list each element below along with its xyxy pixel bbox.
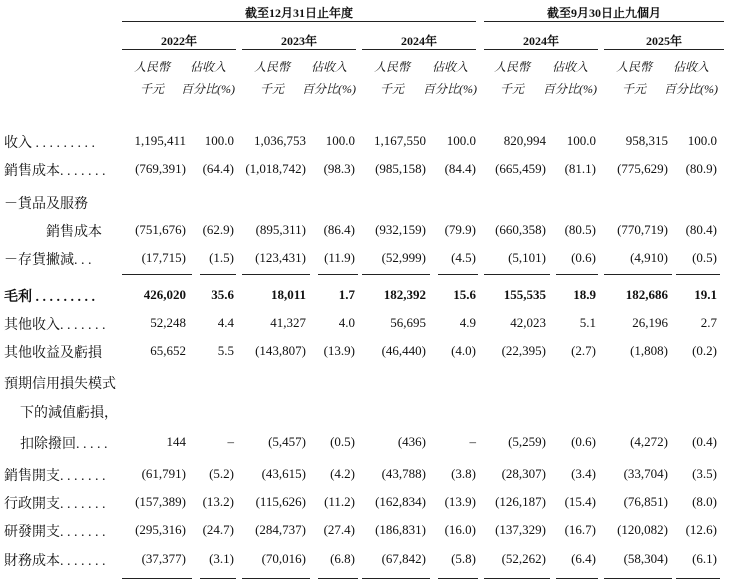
cell-percent: (6.8) [330, 551, 355, 566]
period-header-nine-months: 截至9月30日止九個月 [546, 6, 661, 20]
cell-percent: 35.6 [211, 287, 234, 302]
cell-percent: 100.0 [566, 133, 596, 148]
cell-percent: (3.5) [692, 466, 717, 481]
subheader-unit: 千元 [379, 82, 404, 96]
cell-percent: (15.4) [564, 494, 596, 509]
cell-amount: (52,262) [501, 551, 546, 566]
total-rule [556, 578, 598, 579]
cell-percent: (84.4) [444, 161, 476, 176]
subheader-unit: 千元 [259, 82, 284, 96]
total-rule [676, 578, 720, 579]
cell-amount: 1,195,411 [134, 133, 186, 148]
cell-amount: 56,695 [390, 315, 426, 330]
cell-percent: 4.0 [338, 315, 355, 330]
subheader-pct-of-revenue: 佔收入 [551, 60, 588, 74]
cell-amount: (769,391) [135, 161, 186, 176]
cell-amount: (5,457) [268, 434, 306, 449]
year-header: 2024年 [522, 34, 559, 48]
cell-amount: (665,459) [495, 161, 546, 176]
row-label: 銷售開支. . . . . . . [4, 469, 106, 484]
cell-amount: 426,020 [143, 287, 186, 302]
cell-amount: (143,807) [255, 343, 306, 358]
subheader-currency: 人民幣 [253, 60, 290, 74]
cell-amount: 182,686 [625, 287, 668, 302]
cell-amount: (76,851) [623, 494, 668, 509]
row-label: 扣除撥回. . . . . [20, 437, 108, 452]
row-label: 毛利 . . . . . . . . . [4, 290, 95, 305]
total-rule [318, 578, 358, 579]
cell-percent: (4.5) [451, 250, 476, 265]
total-rule [604, 274, 672, 275]
subheader-currency: 人民幣 [373, 60, 410, 74]
cell-amount: 42,023 [510, 315, 546, 330]
subheader-unit: 千元 [621, 82, 646, 96]
cell-amount: (4,272) [630, 434, 668, 449]
total-rule [242, 578, 310, 579]
year-header: 2025年 [645, 34, 682, 48]
cell-percent: (6.4) [571, 551, 596, 566]
row-label: 下的減值虧損， [20, 406, 118, 421]
cell-amount: (186,831) [375, 522, 426, 537]
subheader-pct-of-revenue: 佔收入 [189, 60, 226, 74]
total-rule [122, 578, 192, 579]
cell-percent: (24.7) [202, 522, 234, 537]
cell-amount: (284,737) [255, 522, 306, 537]
cell-amount: (1,018,742) [245, 161, 306, 176]
cell-percent: (11.2) [324, 494, 355, 509]
cell-percent: (4.0) [451, 343, 476, 358]
cell-percent: (13.2) [202, 494, 234, 509]
cell-amount: (137,329) [495, 522, 546, 537]
total-rule [318, 274, 358, 275]
cell-amount: (37,377) [141, 551, 186, 566]
year-rule [362, 49, 476, 50]
cell-percent: (16.0) [444, 522, 476, 537]
subheader-pct-of-revenue: 佔收入 [431, 60, 468, 74]
total-rule [604, 578, 672, 579]
total-rule [200, 274, 236, 275]
cell-amount: 26,196 [632, 315, 668, 330]
cell-percent: – [469, 434, 476, 449]
cell-amount: (162,834) [375, 494, 426, 509]
cell-amount: (61,791) [141, 466, 186, 481]
cell-amount: 1,036,753 [254, 133, 306, 148]
cell-amount: 820,994 [503, 133, 546, 148]
cell-amount: 182,392 [383, 287, 426, 302]
subheader-currency: 人民幣 [133, 60, 170, 74]
subheader-pct-unit: 百分比(%) [664, 82, 718, 96]
cell-percent: 5.1 [579, 315, 596, 330]
cell-percent: (62.9) [202, 222, 234, 237]
cell-percent: (11.9) [324, 250, 355, 265]
cell-percent: 2.7 [700, 315, 717, 330]
cell-amount: 52,248 [150, 315, 186, 330]
row-label: －存貨撇減. . . [4, 253, 92, 268]
cell-amount: 65,652 [150, 343, 186, 358]
total-rule [556, 274, 598, 275]
cell-amount: 1,167,550 [374, 133, 426, 148]
cell-percent: (0.6) [571, 250, 596, 265]
cell-amount: (295,316) [135, 522, 186, 537]
cell-percent: (16.7) [564, 522, 596, 537]
row-label: －貨品及服務 [4, 197, 88, 212]
total-rule [362, 274, 430, 275]
total-rule [484, 578, 550, 579]
row-label: 研發開支. . . . . . . [4, 525, 106, 540]
cell-percent: 1.7 [338, 287, 355, 302]
cell-percent: (80.9) [685, 161, 717, 176]
cell-amount: (1,808) [630, 343, 668, 358]
cell-percent: (86.4) [323, 222, 355, 237]
subheader-pct-of-revenue: 佔收入 [672, 60, 709, 74]
cell-percent: (79.9) [444, 222, 476, 237]
cell-amount: (33,704) [623, 466, 668, 481]
cell-percent: (3.1) [209, 551, 234, 566]
total-rule [676, 274, 720, 275]
year-rule [122, 49, 236, 50]
row-label: 銷售成本. . . . . . . [4, 164, 106, 179]
row-label: 其他收入. . . . . . . [4, 318, 106, 333]
year-header: 2022年 [160, 34, 197, 48]
cell-percent: (98.3) [323, 161, 355, 176]
cell-percent: (81.1) [564, 161, 596, 176]
cell-amount: (770,719) [617, 222, 668, 237]
subheader-pct-unit: 百分比(%) [423, 82, 477, 96]
total-rule [200, 578, 236, 579]
cell-percent: 100.0 [325, 133, 355, 148]
cell-percent: (80.5) [564, 222, 596, 237]
subheader-unit: 千元 [139, 82, 164, 96]
cell-percent: (5.2) [209, 466, 234, 481]
cell-amount: (932,159) [375, 222, 426, 237]
year-header: 2023年 [280, 34, 317, 48]
row-label: 收入 . . . . . . . . . [4, 136, 95, 151]
cell-amount: (436) [397, 434, 426, 449]
cell-amount: (46,440) [381, 343, 426, 358]
cell-percent: (12.6) [685, 522, 717, 537]
cell-amount: (985,158) [375, 161, 426, 176]
cell-amount: 958,315 [625, 133, 668, 148]
cell-percent: (64.4) [202, 161, 234, 176]
cell-amount: (5,259) [508, 434, 546, 449]
cell-percent: 100.0 [204, 133, 234, 148]
cell-amount: (28,307) [501, 466, 546, 481]
row-label: 行政開支. . . . . . . [4, 497, 106, 512]
cell-percent: (13.9) [323, 343, 355, 358]
cell-percent: (27.4) [323, 522, 355, 537]
period-rule-annual [122, 21, 476, 22]
total-rule [438, 274, 478, 275]
cell-percent: (5.8) [451, 551, 476, 566]
cell-amount: (120,082) [617, 522, 668, 537]
cell-percent: 15.6 [453, 287, 476, 302]
cell-amount: (775,629) [617, 161, 668, 176]
cell-percent: – [227, 434, 234, 449]
cell-percent: 5.5 [217, 343, 234, 358]
cell-amount: (52,999) [381, 250, 426, 265]
cell-percent: (0.6) [571, 434, 596, 449]
cell-percent: 4.9 [459, 315, 476, 330]
subheader-unit: 千元 [499, 82, 524, 96]
cell-percent: 100.0 [687, 133, 717, 148]
row-label: 其他收益及虧損 [4, 346, 102, 361]
cell-amount: (751,676) [135, 222, 186, 237]
year-rule [484, 49, 598, 50]
cell-amount: (5,101) [508, 250, 546, 265]
cell-amount: (22,395) [501, 343, 546, 358]
total-rule [362, 578, 430, 579]
cell-amount: (115,626) [255, 494, 306, 509]
row-label: 預期信用損失模式 [4, 377, 116, 392]
cell-percent: 18.9 [573, 287, 596, 302]
subheader-pct-unit: 百分比(%) [181, 82, 235, 96]
cell-percent: (0.5) [692, 250, 717, 265]
cell-amount: (4,910) [630, 250, 668, 265]
subheader-pct-unit: 百分比(%) [543, 82, 597, 96]
year-rule [242, 49, 356, 50]
cell-amount: (43,615) [261, 466, 306, 481]
row-label: 銷售成本 [46, 225, 102, 240]
cell-amount: 144 [166, 434, 186, 449]
cell-percent: 19.1 [694, 287, 717, 302]
period-rule-nine-months [484, 21, 724, 22]
cell-amount: (660,358) [495, 222, 546, 237]
cell-percent: 100.0 [446, 133, 476, 148]
subheader-pct-of-revenue: 佔收入 [310, 60, 347, 74]
total-rule [438, 578, 478, 579]
total-rule [242, 274, 310, 275]
subheader-currency: 人民幣 [615, 60, 652, 74]
cell-percent: 4.4 [217, 315, 234, 330]
cell-percent: (3.4) [571, 466, 596, 481]
cell-amount: 155,535 [503, 287, 546, 302]
cell-amount: (67,842) [381, 551, 426, 566]
total-rule [484, 274, 550, 275]
cell-percent: (2.7) [571, 343, 596, 358]
cell-amount: 41,327 [270, 315, 306, 330]
cell-amount: (157,389) [135, 494, 186, 509]
row-label: 財務成本. . . . . . . [4, 554, 106, 569]
cell-amount: (895,311) [255, 222, 306, 237]
cell-percent: (1.5) [209, 250, 234, 265]
cell-amount: (17,715) [141, 250, 186, 265]
cell-percent: (13.9) [444, 494, 476, 509]
cell-percent: (0.5) [330, 434, 355, 449]
cell-amount: (123,431) [255, 250, 306, 265]
cell-percent: (8.0) [692, 494, 717, 509]
cell-amount: 18,011 [270, 287, 306, 302]
cell-amount: (43,788) [381, 466, 426, 481]
cell-percent: (80.4) [685, 222, 717, 237]
cell-percent: (0.4) [692, 434, 717, 449]
year-rule [604, 49, 724, 50]
total-rule [122, 274, 192, 275]
cell-amount: (58,304) [623, 551, 668, 566]
year-header: 2024年 [400, 34, 437, 48]
cell-percent: (6.1) [692, 551, 717, 566]
subheader-pct-unit: 百分比(%) [302, 82, 356, 96]
cell-percent: (3.8) [451, 466, 476, 481]
subheader-currency: 人民幣 [493, 60, 530, 74]
cell-percent: (4.2) [330, 466, 355, 481]
period-header-annual: 截至12月31日止年度 [244, 6, 353, 20]
cell-amount: (70,016) [261, 551, 306, 566]
cell-percent: (0.2) [692, 343, 717, 358]
cell-amount: (126,187) [495, 494, 546, 509]
